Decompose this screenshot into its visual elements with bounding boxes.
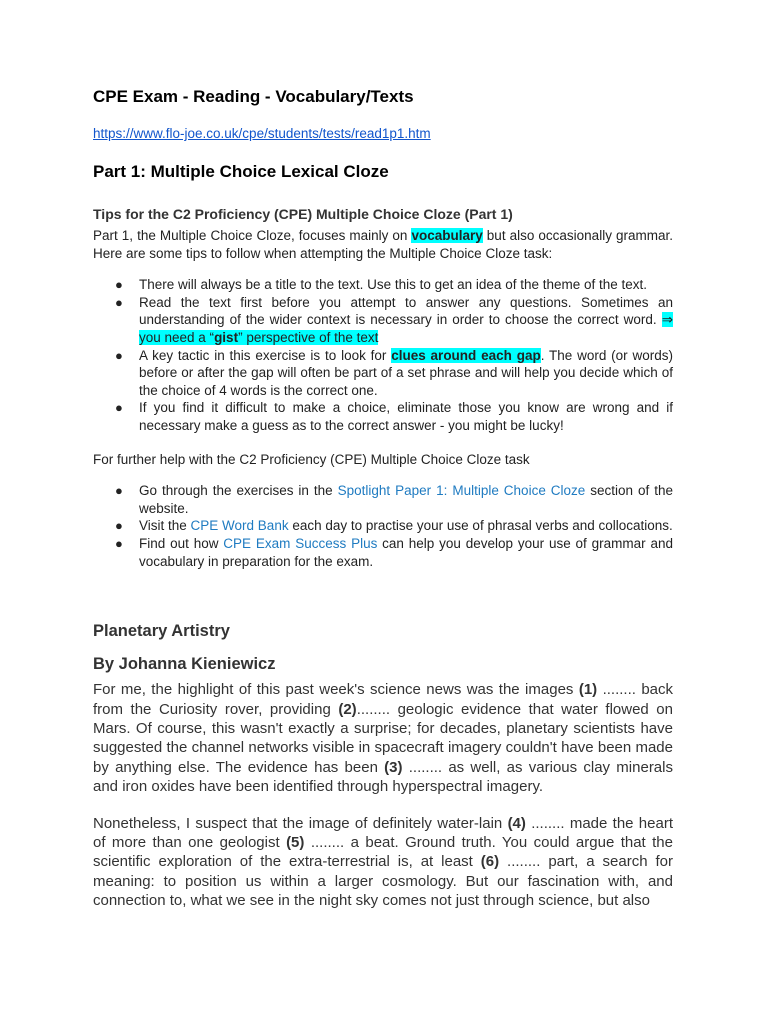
- article-paragraph: [93, 814, 673, 911]
- bullet-icon: ●: [115, 400, 123, 416]
- gap-number: (5): [286, 833, 305, 851]
- tip-item: [93, 347, 673, 400]
- help-text-part: can help you develop your use of grammar and vocabulary in preparation for the exam.: [139, 535, 673, 569]
- gist-highlight-c: ” perspective of the text: [238, 329, 379, 345]
- help-text: [139, 517, 673, 535]
- tip-text-part: A key tactic in this exercise is to look for: [139, 347, 392, 363]
- word-bank-link[interactable]: CPE Word Bank: [190, 518, 289, 534]
- article-text: ........ part, a search for meaning: to position us within a larger cosmology. But our fascination with, and connection to, what we see in the night sky comes not just through science, but also: [93, 853, 673, 910]
- clues-highlight: clues around each gap: [391, 347, 541, 363]
- article-text: ........ back from the Curiosity rover, providing: [93, 681, 674, 718]
- gap-number: (3): [384, 758, 403, 776]
- bullet-icon: ●: [115, 277, 123, 293]
- bullet-icon: ●: [115, 535, 123, 551]
- tip-item: [93, 399, 673, 434]
- gap-number: (1): [578, 681, 598, 699]
- tip-text: There will always be a title to the text. Use this to get an idea of the theme of the text.: [139, 277, 648, 293]
- article-author: By Johanna Kieniewicz: [93, 655, 276, 674]
- intro-paragraph: [93, 227, 673, 262]
- help-text-part: each day to practise your use of phrasal verbs and collocations.: [288, 518, 673, 534]
- tip-text: If you find it difficult to make a choice, eliminate those you know are wrong and if necessary make a guess as to the correct answer - you might be lucky!: [139, 400, 673, 433]
- article-text: For me, the highlight of this past week's science news was the images: [93, 681, 579, 699]
- help-list: [93, 482, 673, 570]
- document-content: [93, 86, 673, 911]
- tips-heading: Tips for the C2 Proficiency (CPE) Multiple Choice Cloze (Part 1): [93, 206, 513, 222]
- gist-word: gist: [214, 329, 239, 345]
- gap-number: (6): [480, 853, 500, 871]
- help-text-part: Go through the exercises in the: [139, 483, 338, 499]
- help-text-part: Find out how: [139, 535, 224, 551]
- tip-item: [93, 294, 673, 347]
- further-help-text: For further help with the C2 Proficiency (CPE) Multiple Choice Cloze task: [93, 451, 530, 467]
- bullet-icon: ●: [115, 347, 123, 363]
- help-item: [93, 535, 673, 570]
- gap-number: (4): [507, 814, 526, 832]
- bullet-icon: ●: [115, 518, 123, 534]
- tip-text: [139, 347, 673, 400]
- intro-text-before: Part 1, the Multiple Choice Cloze, focuses mainly on: [93, 228, 412, 243]
- help-text-part: Visit the: [139, 518, 191, 534]
- article-text: ........ a beat. Ground truth. You could argue that the scientific exploration of the extra-terrestrial is, at least: [93, 833, 673, 871]
- help-item: [93, 517, 673, 535]
- tip-text-part: . The word (or words) before or after the gap will often be part of a set phrase and will help you decide which of the choice of 4 words is the correct one.: [139, 347, 673, 398]
- help-text-part: section of the website.: [139, 483, 673, 516]
- intro-text-after: but also occasionally grammar. Here are some tips to follow when attempting the Multiple Choice Cloze task:: [93, 228, 673, 261]
- article-text: ........ as well, as various clay minerals and iron oxides have been identified through hyperspectral imagery.: [93, 758, 673, 796]
- help-text: [139, 482, 673, 517]
- vocabulary-highlight: vocabulary: [411, 228, 483, 243]
- spotlight-link[interactable]: Spotlight Paper 1: Multiple Choice Cloze: [337, 483, 586, 499]
- gist-highlight-a: ⇒ you need a “: [139, 312, 673, 345]
- document-title: CPE Exam - Reading - Vocabulary/Texts: [93, 87, 414, 106]
- gap-number: (2): [338, 700, 357, 718]
- article-text: ........ geologic evidence that water flowed on Mars. Of course, this wasn't exactly a surprise; for decades, planetary scientists have suggested the channel networks visible in spacecraft imagery couldn't have been made by anything else. The evidence has been: [93, 700, 673, 776]
- part-heading: Part 1: Multiple Choice Lexical Cloze: [93, 162, 389, 181]
- tips-list: [93, 276, 673, 434]
- source-link[interactable]: https://www.flo-joe.co.uk/cpe/students/tests/read1p1.htm: [93, 126, 431, 141]
- article-paragraph: [93, 680, 673, 796]
- help-item: [93, 482, 673, 517]
- tip-text-part: Read the text first before you attempt to answer any questions. Sometimes an understanding of the wider context is necessary in order to choose the correct word.: [139, 294, 673, 328]
- article-title: Planetary Artistry: [93, 622, 230, 641]
- tip-item: [93, 276, 673, 294]
- help-text: [139, 535, 673, 570]
- exam-success-link[interactable]: CPE Exam Success Plus: [223, 535, 378, 551]
- article-text: ........ made the heart of more than one geologist: [93, 814, 673, 851]
- bullet-icon: ●: [115, 483, 123, 499]
- article-text: Nonetheless, I suspect that the image of definitely water-lain: [93, 814, 508, 832]
- bullet-icon: ●: [115, 294, 123, 310]
- tip-text: [139, 294, 673, 347]
